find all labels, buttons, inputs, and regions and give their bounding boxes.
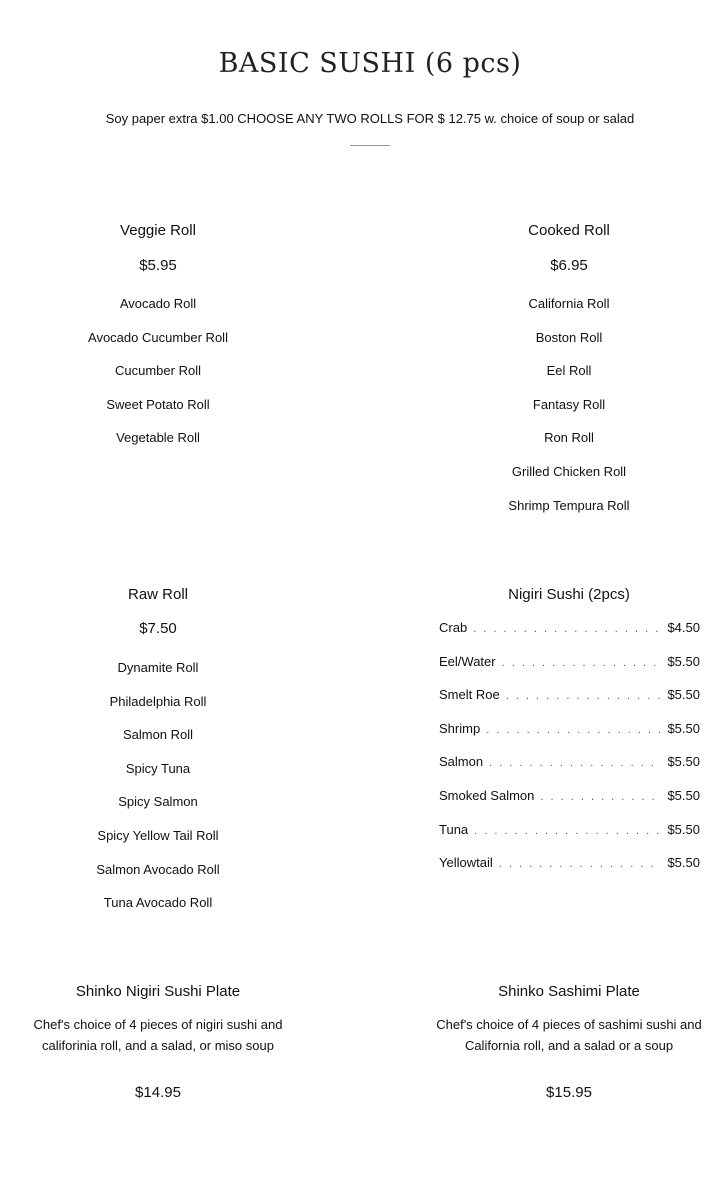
section-price: $5.95 [139, 257, 177, 274]
title-divider [350, 145, 390, 146]
list-item: Salmon Avocado Roll [96, 861, 220, 877]
list-item [439, 754, 700, 788]
list-item: Shrimp Tempura Roll [508, 497, 630, 513]
dot-leader [489, 755, 661, 771]
price-list [439, 620, 700, 889]
section-title: Shinko Sashimi Plate [498, 983, 640, 1000]
section-title: Shinko Nigiri Sushi Plate [75, 983, 241, 1000]
item-name: Crab [439, 620, 468, 635]
item-price: $4.50 [667, 620, 700, 635]
section-title: Veggie Roll [120, 222, 196, 239]
item-name: Salmon [439, 754, 484, 770]
list-item: Fantasy Roll [532, 396, 606, 412]
page-title: BASIC SUSHI (6 pcs) [218, 48, 522, 79]
list-item: Spicy Yellow Tail Roll [97, 827, 219, 843]
list-item: Avocado Roll [119, 296, 197, 311]
list-item [439, 654, 700, 688]
dot-leader [506, 688, 662, 704]
dot-leader [473, 621, 661, 637]
item-name: Tuna [439, 821, 469, 837]
list-item: Boston Roll [535, 329, 603, 345]
item-name: Eel/Water [439, 653, 496, 669]
list-item [439, 822, 700, 856]
section-description: Chef's choice of 4 pieces of sashimi sushi and California roll, and a salad or a soup [436, 1017, 702, 1053]
section-price: $6.95 [550, 257, 588, 274]
list-item: Spicy Salmon [118, 794, 198, 810]
item-price: $5.50 [667, 787, 700, 803]
item-list [438, 296, 700, 531]
list-item: Grilled Chicken Roll [511, 463, 627, 479]
item-price: $5.50 [667, 855, 700, 871]
list-item: Salmon Roll [122, 727, 194, 743]
list-item: Dynamite Roll [117, 660, 199, 675]
list-item: Vegetable Roll [116, 430, 200, 446]
list-item: Cucumber Roll [115, 363, 201, 379]
list-item: Tuna Avocado Roll [103, 895, 213, 911]
item-list [28, 660, 288, 929]
list-item [439, 620, 700, 654]
list-item: Spicy Tuna [125, 760, 191, 776]
list-item: Eel Roll [546, 363, 592, 379]
item-price: $5.50 [667, 720, 700, 736]
dot-leader [474, 823, 661, 839]
item-name: Smoked Salmon [439, 787, 535, 803]
dot-leader [499, 856, 662, 872]
list-item: Avocado Cucumber Roll [88, 329, 228, 345]
dot-leader [502, 655, 662, 671]
section-price: $7.50 [139, 620, 177, 637]
list-item [439, 687, 700, 721]
item-price: $5.50 [667, 821, 700, 837]
list-item [439, 788, 700, 822]
dot-leader [486, 722, 661, 738]
list-item [439, 855, 700, 889]
section-price: $14.95 [135, 1084, 181, 1101]
section-description: Chef's choice of 4 pieces of nigiri sushi and califorinia roll, and a salad, or miso soup [33, 1017, 283, 1053]
item-list [28, 296, 288, 464]
list-item: California Roll [528, 296, 610, 311]
item-price: $5.50 [667, 653, 700, 669]
section-title: Raw Roll [127, 586, 188, 603]
item-name: Shrimp [439, 720, 481, 736]
item-price: $5.50 [667, 687, 700, 703]
item-name: Yellowtail [439, 855, 493, 871]
list-item: Sweet Potato Roll [106, 396, 210, 412]
dot-leader [540, 789, 661, 805]
section-price: $15.95 [546, 1084, 592, 1101]
item-name: Smelt Roe [439, 687, 500, 703]
list-item [439, 721, 700, 755]
list-item: Ron Roll [544, 430, 594, 446]
list-item: Philadelphia Roll [109, 693, 207, 709]
item-price: $5.50 [667, 754, 700, 770]
section-title: Nigiri Sushi (2pcs) [508, 586, 630, 603]
page-subtitle: Soy paper extra $1.00 CHOOSE ANY TWO ROLLS FOR $ 12.75 w. choice of soup or salad [105, 111, 635, 126]
section-title: Cooked Roll [528, 222, 610, 239]
